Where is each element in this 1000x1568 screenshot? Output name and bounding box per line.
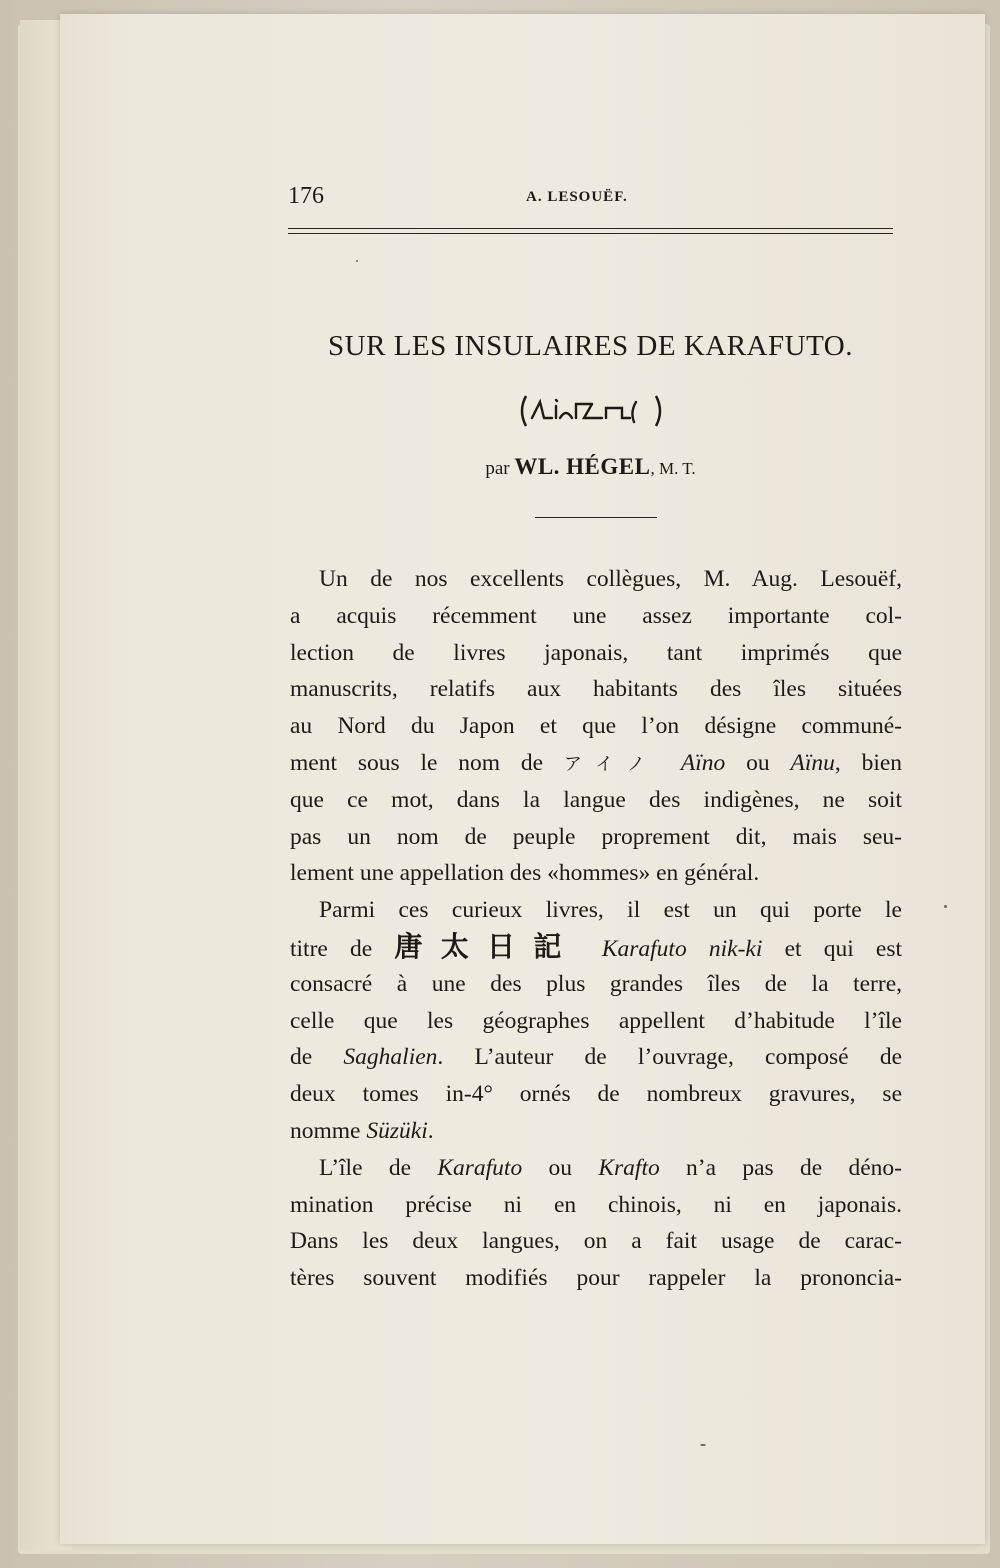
text-line: Parmi ces curieux livres, il est un qui porte le [319,897,902,924]
text-fragment: titre de [290,935,373,962]
text-line: manuscrits, relatifs aux habitants des îles situées [290,676,902,703]
text-line: pas un nom de peuple proprement dit, mais seu- [290,823,902,850]
byline-prefix: par [485,458,510,479]
byline [288,454,893,480]
text-line [290,1113,902,1150]
article-title: SUR LES INSULAIRES DE KARAFUTO. [328,330,853,362]
text-line: lection de livres japonais, tant imprimés que [290,639,902,666]
title-separator-rule [535,517,657,518]
text-line: que ce mot, dans la langue des indigènes, ne soit [290,786,902,813]
text-fragment: ou [548,1154,573,1181]
running-title: A. LESOUËF. [526,189,628,205]
text-fragment: , bien [834,749,903,776]
text-fragment: de [290,1044,313,1071]
text-line: consacré à une des plus grandes îles de la terre, [290,970,902,997]
text-fragment: ment sous le nom de [290,749,544,776]
term-karafuto: Karafuto [437,1154,523,1181]
byline-suffix: , M. T. [650,459,696,478]
text-fragment: et qui est [784,935,903,962]
header-double-rule [288,228,893,234]
text-line: au Nord du Japon et que l’on désigne communé- [290,713,902,740]
text-line: a acquis récemment une assez importante col- [290,602,902,629]
text-line: celle que les géographes appellent d’habitude l’île [290,1007,902,1034]
text-line [290,1150,902,1187]
text-fragment: ou [746,749,770,776]
kanji-title: 唐太日記 [394,929,580,963]
text-line: mination précise ni en chinois, ni en japonais. [290,1191,902,1218]
text-line [290,1039,902,1076]
term-krafto: Krafto [598,1154,660,1181]
text-fragment: n’a pas de déno- [686,1154,902,1181]
text-fragment: nomme [290,1117,361,1144]
text-fragment: L’île de [319,1154,412,1181]
text-line: Dans les deux langues, on a fait usage de carac- [290,1228,902,1255]
text-line: deux tomes in-4° ornés de nombreux gravures, se [290,1081,902,1108]
term-saghalien: Saghalien [343,1044,438,1071]
text-line [290,745,902,782]
running-head [288,183,893,219]
text-fragment: . L’auteur de l’ouvrage, composé de [437,1044,902,1071]
text-line: lement une appellation des «hommes» en général. [290,860,760,887]
term-ainu: Aïnu [790,749,835,776]
speck [700,1444,706,1446]
ainu-script-glyph [518,392,668,430]
speck [356,260,358,262]
text-fragment: . [427,1117,434,1144]
term-suzuki: Süzüki [366,1117,428,1144]
text-line: tères souvent modifiés pour rappeler la prononcia- [290,1265,902,1292]
term-aino: Aïno [680,749,726,776]
speck [944,905,947,908]
text-line: Un de nos excellents collègues, M. Aug. Lesouëf, [319,566,902,592]
page-number: 176 [288,183,324,209]
article-body [290,561,902,1297]
term-karafuto-nikki: Karafuto nik-ki [601,935,763,962]
text-line [290,929,902,966]
katakana-ainu: アイノ [563,753,661,775]
author-name: WL. HÉGEL [514,454,651,479]
